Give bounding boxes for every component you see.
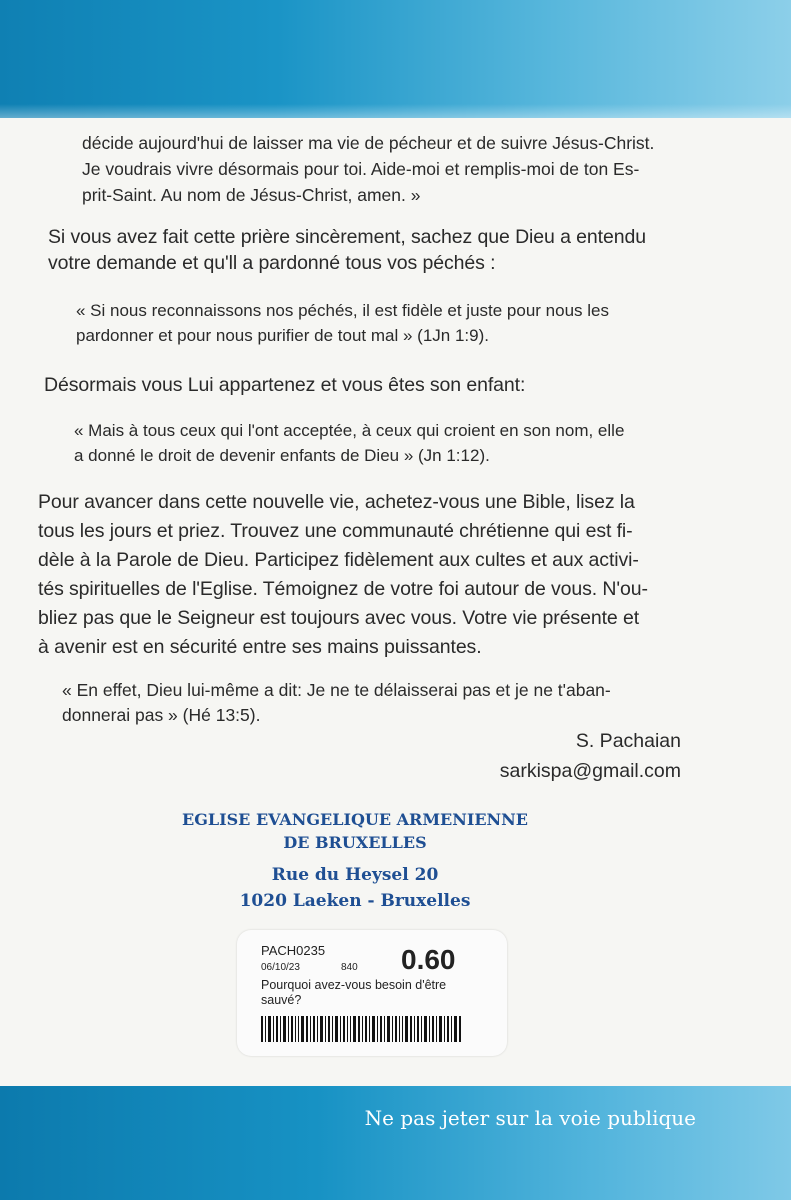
author-name: S. Pachaian xyxy=(575,730,681,752)
price-sticker xyxy=(237,930,507,1056)
sticker-title-line-2: sauvé? xyxy=(261,993,302,1007)
quote-he-13-5 xyxy=(62,678,611,728)
quote-2-line-2: a donné le droit de devenir enfants de Dieu » (Jn 1:12). xyxy=(74,446,490,465)
quote-3-line-2: donnerai pas » (Hé 13:5). xyxy=(62,705,261,725)
paragraph-1-line-2: votre demande et qu'll a pardonné tous vos péchés : xyxy=(48,252,496,274)
paragraph-prayer-answered xyxy=(48,224,646,276)
sticker-date: 06/10/23 xyxy=(261,962,300,973)
paragraph-3-line-5: bliez pas que le Seigneur est toujours avec vous. Votre vie présente et xyxy=(38,607,640,629)
church-city: 1020 Laeken - Bruxelles xyxy=(239,891,471,911)
paragraph-new-life xyxy=(38,488,648,662)
sticker-title-line-1: Pourquoi avez-vous besoin d'être xyxy=(261,978,447,992)
footer-slogan: Ne pas jeter sur la voie publique xyxy=(364,1106,696,1130)
paragraph-3-line-1: Pour avancer dans cette nouvelle vie, achetez-vous une Bible, lisez la xyxy=(38,491,635,513)
sticker-code: PACH0235 xyxy=(261,943,326,958)
prayer-line-3: prit-Saint. Au nom de Jésus-Christ, amen. » xyxy=(82,185,421,205)
quote-1-line-2: pardonner et pour nous purifier de tout mal » (1Jn 1:9). xyxy=(76,326,489,345)
barcode-icon xyxy=(261,1016,461,1046)
quote-jn-1-12 xyxy=(74,418,624,468)
quote-3-line-1: « En effet, Dieu lui-même a dit: Je ne te délaisserai pas et je ne t'aban- xyxy=(62,680,611,700)
author-email: sarkispa@gmail.com xyxy=(499,760,681,782)
church-name-line-2: DE BRUXELLES xyxy=(283,833,427,852)
paragraph-3-line-3: dèle à la Parole de Dieu. Participez fidèlement aux cultes et aux activi- xyxy=(38,549,639,571)
church-name-line-1: EGLISE EVANGELIQUE ARMENIENNE xyxy=(182,810,528,829)
paragraph-3-line-2: tous les jours et priez. Trouvez une communauté chrétienne qui est fi- xyxy=(38,520,633,542)
bottom-blue-band xyxy=(0,1086,791,1200)
paragraph-belonging xyxy=(44,372,525,398)
church-block xyxy=(160,808,550,914)
prayer-line-1: décide aujourd'hui de laisser ma vie de pécheur et de suivre Jésus-Christ. xyxy=(82,133,655,153)
quote-1jn-1-9 xyxy=(76,298,609,348)
paragraph-2-line: Désormais vous Lui appartenez et vous êtes son enfant: xyxy=(44,374,526,396)
church-address xyxy=(160,862,550,914)
paragraph-3-line-4: tés spirituelles de l'Eglise. Témoignez de votre foi autour de vous. N'ou- xyxy=(38,578,648,600)
paragraph-1-line-1: Si vous avez fait cette prière sincèrement, sachez que Dieu a entendu xyxy=(48,226,646,248)
sticker-number: 840 xyxy=(341,962,358,973)
signature-block xyxy=(500,728,681,784)
paragraph-3-line-6: à avenir est en sécurité entre ses mains puissantes. xyxy=(38,636,482,658)
sticker-price: 0.60 xyxy=(401,944,456,975)
top-blue-band xyxy=(0,0,791,118)
quote-2-line-1: « Mais à tous ceux qui l'ont acceptée, à ceux qui croient en son nom, elle xyxy=(74,421,625,440)
sticker-title xyxy=(261,978,501,1008)
prayer-line-2: Je voudrais vivre désormais pour toi. Aide-moi et remplis-moi de ton Es- xyxy=(82,159,640,179)
church-street: Rue du Heysel 20 xyxy=(271,865,439,885)
prayer-closing xyxy=(82,130,654,208)
quote-1-line-1: « Si nous reconnaissons nos péchés, il est fidèle et juste pour nous les xyxy=(76,301,609,320)
